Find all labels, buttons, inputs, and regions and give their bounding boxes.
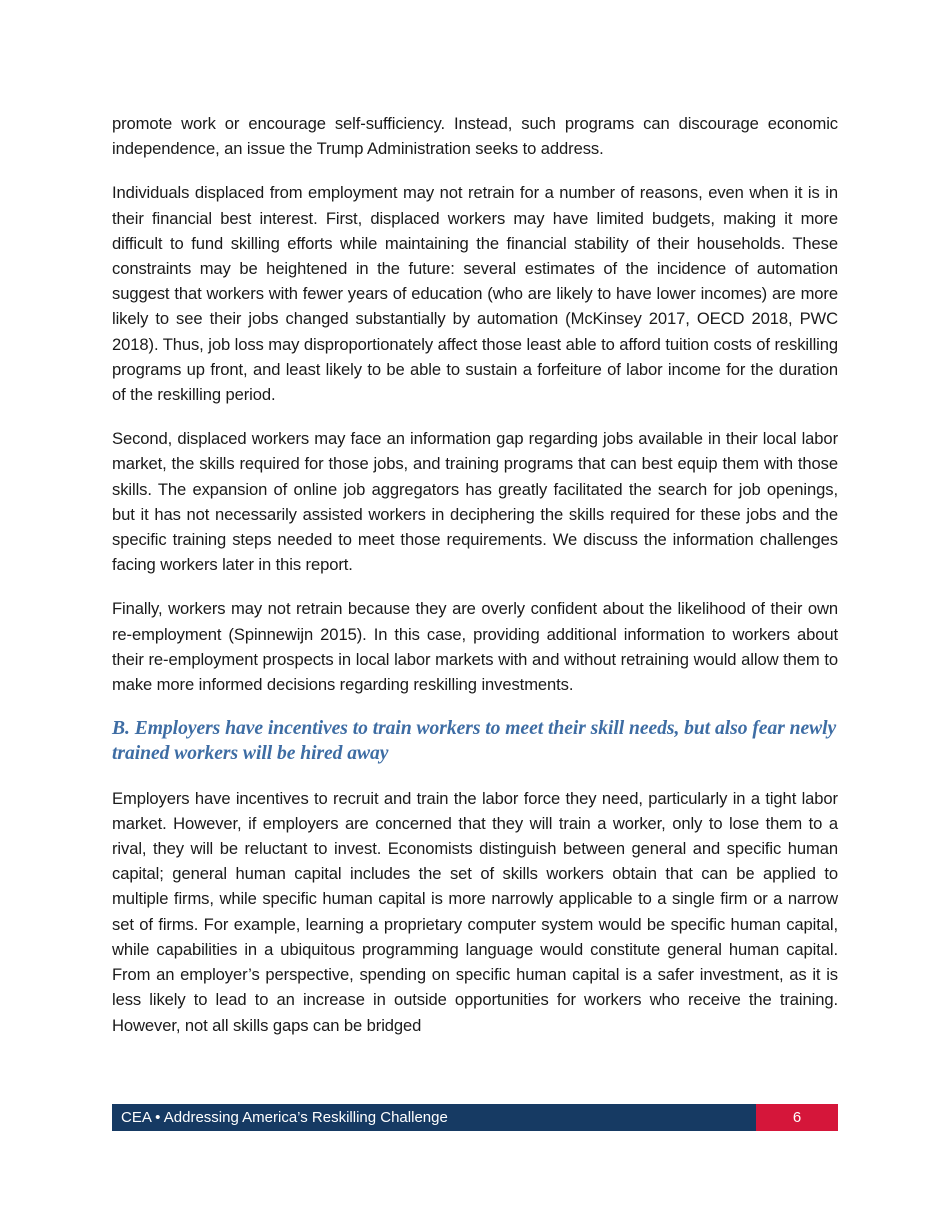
paragraph-welfare-continuation: promote work or encourage self-sufficiency. Instead, such programs can discourage economic independence, an issue the Trump Administration seeks to address. xyxy=(112,114,838,159)
paragraph-displaced-workers: Individuals displaced from employment may not retrain for a number of reasons, even when it is in their financial best interest. First, displaced workers may have limited budgets, making it more difficult to fund skilling efforts while maintaining the financial stability of their households. These constraints may be heightened in the future: several estimates of the incidence of automation suggest that workers with fewer years of education (who are likely to have lower incomes) are more likely to see their jobs changed substantially by automation (McKinsey 2017, OECD 2018, PWC 2018). Thus, job loss may disproportionately affect those least able to afford tuition costs of reskilling programs up front, and least likely to be able to sustain a forfeiture of labor income for the duration of the reskilling period. xyxy=(112,183,838,405)
footer-title: CEA • Addressing America’s Reskilling Challenge xyxy=(112,1104,756,1131)
page-footer xyxy=(112,1104,838,1131)
paragraph-employer-incentives: Employers have incentives to recruit and train the labor force they need, particularly in a tight labor market. However, if employers are concerned that they will train a worker, only to lose them to a rival, they will be reluctant to invest. Economists distinguish between general and specific human capital; general human capital includes the set of skills workers obtain that can be applied to multiple firms, while specific human capital is more narrowly applicable to a single firm or a narrow set of firms. For example, learning a proprietary computer system would be specific human capital, while capabilities in a ubiquitous programming language would constitute general human capital. From an employer’s perspective, spending on specific human capital is a safer investment, as it is less likely to lead to an increase in outside opportunities for workers who receive the training. However, not all skills gaps can be bridged xyxy=(112,788,838,1035)
document-body xyxy=(112,111,838,1057)
page-number: 6 xyxy=(756,1104,838,1131)
paragraph-overconfidence: Finally, workers may not retrain because they are overly confident about the likelihood of their own re-employment (Spinnewijn 2015). In this case, providing additional information to workers about their re-employment prospects in local labor markets with and without retraining would allow them to make more informed decisions regarding reskilling investments. xyxy=(112,599,838,695)
section-heading-employers: B. Employers have incentives to train workers to meet their skill needs, but also fear newly trained workers will be hired away xyxy=(112,718,837,765)
paragraph-information-gap: Second, displaced workers may face an information gap regarding jobs available in their local labor market, the skills required for those jobs, and training programs that can best equip them with those skills. The expansion of online job aggregators has greatly facilitated the search for job openings, but it has not necessarily assisted workers in deciphering the skills required for these jobs and the specific training steps needed to meet those requirements. We discuss the information challenges facing workers later in this report. xyxy=(112,429,838,575)
